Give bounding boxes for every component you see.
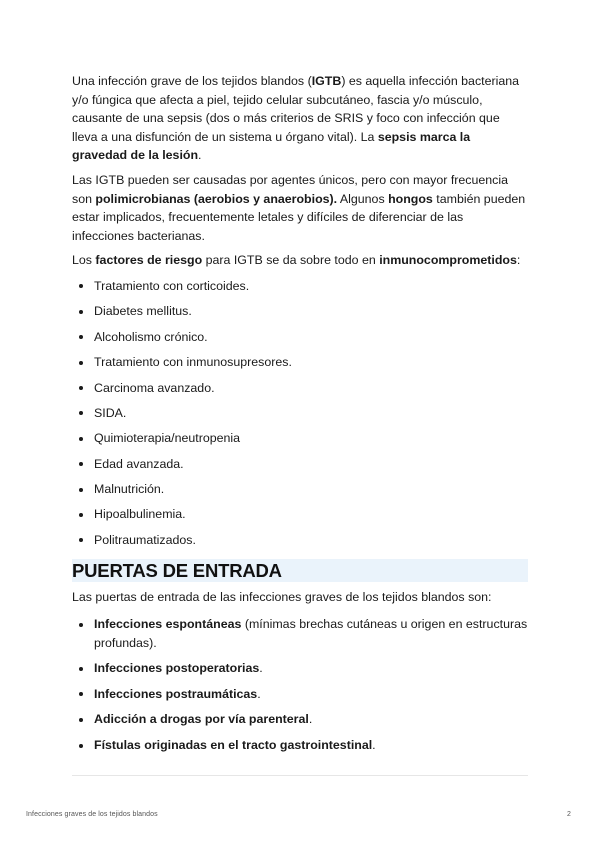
intro-paragraph <box>72 72 528 165</box>
entry-points-list <box>72 615 528 755</box>
bold-text: factores de riesgo <box>95 253 203 268</box>
list-item <box>72 710 528 729</box>
list-item: SIDA. <box>72 404 528 423</box>
bold-text: Adicción a drogas por vía parenteral <box>94 712 309 727</box>
risk-factors-intro <box>72 251 528 270</box>
list-item: Quimioterapia/neutropenia <box>72 429 528 448</box>
text-run: ) es aquella infección bacteriana y/o fúngica que afecta a piel, tejido celular subcutáneo, fascia y/o músculo, causante de una sepsis (dos o más criterios de SRIS y foco con infección que lleva a una disfunción de un sistema u órgano vital). La <box>72 74 520 144</box>
bold-text: Infecciones postraumáticas <box>94 686 258 701</box>
list-item: Tratamiento con inmunosupresores. <box>72 353 528 372</box>
text-run: Las IGTB pueden ser causadas por agentes únicos, pero con mayor frecuencia son <box>72 172 508 206</box>
list-item: Alcoholismo crónico. <box>72 328 528 347</box>
list-item: Malnutrición. <box>72 480 528 499</box>
footer-title: Infecciones graves de los tejidos blandos <box>26 811 158 818</box>
list-item: Politraumatizados. <box>72 531 528 550</box>
text-run: . <box>372 738 376 752</box>
bold-text: sepsis marca la gravedad de la lesión <box>72 129 471 163</box>
document-body <box>72 72 528 762</box>
section-heading-puertas-de-entrada: PUERTAS DE ENTRADA <box>72 559 528 582</box>
list-item <box>72 615 528 652</box>
bold-text: inmunocomprometidos <box>379 253 517 268</box>
text-run: Una infección grave de los tejidos blandos ( <box>72 74 312 88</box>
text-run: . <box>257 686 261 701</box>
list-item: Hipoalbulinemia. <box>72 505 528 524</box>
list-item: Edad avanzada. <box>72 455 528 474</box>
list-item <box>72 685 528 704</box>
bold-text: Infecciones postoperatorias <box>94 661 260 676</box>
entry-points-intro: Las puertas de entrada de las infecciones graves de los tejidos blandos son: <box>72 590 492 605</box>
text-run: (mínimas brechas cutáneas u origen en estructuras profundas). <box>94 617 528 650</box>
page-number: 2 <box>567 811 571 818</box>
bold-text: Fístulas originadas en el tracto gastrointestinal <box>94 738 373 752</box>
bold-text: IGTB <box>311 74 342 88</box>
bold-text: polimicrobianas (aerobios y anaerobios). <box>95 191 338 206</box>
list-item: Tratamiento con corticoides. <box>72 277 528 296</box>
list-item <box>72 659 528 678</box>
risk-factors-list <box>72 277 528 550</box>
text-run: también pueden estar implicados, frecuentemente letales y difíciles de diferenciar de las infecciones bacterianas. <box>72 191 526 243</box>
list-item <box>72 736 528 755</box>
causes-paragraph <box>72 171 528 245</box>
bold-text: Infecciones espontáneas <box>94 617 242 632</box>
list-item: Carcinoma avanzado. <box>72 379 528 398</box>
text-run: . <box>259 661 263 676</box>
text-run: Algunos <box>337 191 389 206</box>
text-run: para IGTB se da sobre todo en <box>202 253 380 268</box>
text-run: Los <box>72 253 96 268</box>
list-item: Diabetes mellitus. <box>72 302 528 321</box>
page-divider <box>72 775 528 776</box>
text-run: . <box>198 148 202 163</box>
text-run: . <box>308 712 313 727</box>
bold-text: hongos <box>388 191 433 206</box>
text-run: : <box>516 253 521 268</box>
